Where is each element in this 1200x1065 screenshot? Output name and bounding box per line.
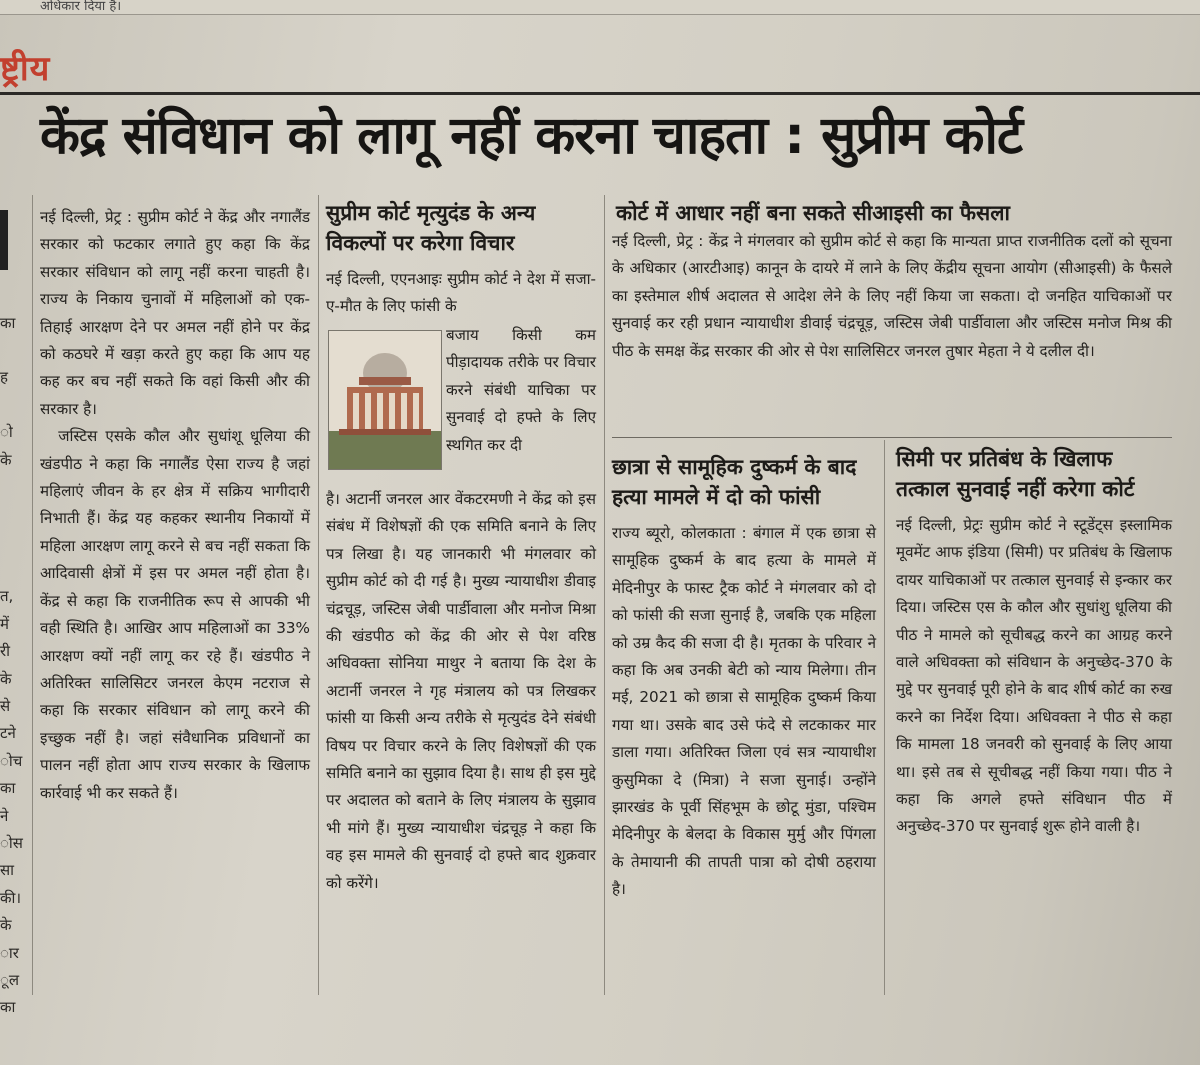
- section-divider: [0, 92, 1200, 95]
- main-story: [40, 204, 310, 807]
- story-death-penalty-lead: नई दिल्ली, एएनआइः सुप्रीम कोर्ट ने देश में सजा-ए-मौत के लिए फांसी के: [326, 270, 596, 316]
- story-simi-body: नई दिल्ली, प्रेट्रः सुप्रीम कोर्ट ने स्टूडेंट्स इस्लामिक मूवमेंट आफ इंडिया (सिमी) पर प्रतिबंध के खिलाफ दायर याचिकाओं पर तत्काल सुनवाई से इन्कार कर दिया। जस्टिस एस के कौल और सुधांशु धूलिया की पीठ ने मामले को सूचीबद्ध करने का आग्रह करने वाले अधिवक्ता को संविधान के अनुच्छेद-370 के मुद्दे पर सुनवाई पूरी होने के बाद शीर्ष कोर्ट का रुख करने का निर्देश दिया। अधिवक्ता ने पीठ से कहा कि मामला 18 जनवरी को सुनवाई के लिए आया था। इसे तब से सूचीबद्ध नहीं किया गया। पीठ ने कहा कि अगले हफ्ते संविधान पीठ में अनुच्छेद-370 पर सुनवाई शुरू होने वाली है।: [896, 516, 1172, 836]
- story-cic-headline: कोर्ट में आधार नहीं बना सकते सीआइसी का फैसला: [616, 201, 1010, 225]
- story-death-penalty-headline: सुप्रीम कोर्ट मृत्युदंड के अन्य विकल्पों पर करेगा विचार: [326, 201, 536, 255]
- story-simi-headline: सिमी पर प्रतिबंध के खिलाफ तत्काल सुनवाई नहीं करेगा कोर्ट: [896, 447, 1135, 501]
- left-edge-fragment: का: [0, 779, 16, 798]
- left-edge-fragment: ोच: [0, 751, 23, 770]
- left-edge-fragment: [0, 474, 30, 501]
- left-edge-fragment: [0, 337, 30, 364]
- left-edge-fragment: [0, 200, 30, 227]
- supreme-court-building-image: [329, 331, 441, 469]
- story-kolkata-headline: छात्रा से सामूहिक दुष्कर्म के बाद हत्या मामले में दो को फांसी: [612, 455, 857, 509]
- left-edge-fragment: [0, 529, 30, 556]
- previous-article-fragment: अधिकार दिया है।: [40, 0, 122, 14]
- left-edge-fragment: री: [0, 642, 11, 661]
- left-edge-fragment: [0, 392, 30, 419]
- main-story-paragraph: जस्टिस एसके कौल और सुधांशू धूलिया की खंडपीठ ने कहा कि नगालैंड ऐसा राज्य है जहां महिलाएं जीवन के हर क्षेत्र में सक्रिय भागीदारी निभाती हैं। केंद्र यह कहकर स्थानीय निकायों में महिला आरक्षण लागू करने से बच नहीं सकता कि आदिवासी क्षेत्रों में इस पर अमल नहीं होता है। केंद्र से कहा कि राजनीतिक रूप से आपकी भी वही स्थिति है। आखिर आप महिलाओं का 33% आरक्षण क्यों नहीं लागू कर रहे हैं। खंडपीठ ने अतिरिक्त सालिसिटर जनरल केएम नटराज से कहा कि सरकार संविधान को लागू करने की इच्छुक नहीं है। जहां संवैधानिक प्रविधानों का पालन नहीं होता आप राज्य सरकार के खिलाफ कार्रवाई भी कर सकते हैं।: [40, 427, 310, 802]
- column-rule: [604, 195, 605, 995]
- left-edge-fragment: ने: [0, 806, 9, 825]
- left-edge-fragment: [0, 556, 30, 583]
- left-edge-fragment: [0, 255, 30, 282]
- left-edge-fragment: ार: [0, 943, 19, 962]
- left-edge-fragment: त,: [0, 587, 14, 606]
- left-edge-fragment: ह: [0, 368, 8, 387]
- left-edge-fragment: की।: [0, 888, 22, 907]
- left-edge-fragment: के: [0, 450, 12, 469]
- column-rule: [318, 195, 319, 995]
- left-edge-fragment: का: [0, 313, 16, 332]
- left-edge-fragment: [0, 501, 30, 528]
- previous-article-strip: [0, 0, 1200, 15]
- left-edge-column: [0, 200, 30, 1022]
- left-edge-fragment: टने: [0, 724, 16, 743]
- left-edge-fragment: का: [0, 998, 16, 1017]
- story-death-penalty-wrap: बजाय किसी कम पीड़ादायक तरीके पर विचार करने संबंधी याचिका पर सुनवाई दो हफ्ते के लिए स्थगित कर दी: [446, 326, 596, 454]
- left-edge-fragment: के: [0, 916, 12, 935]
- main-story-paragraph: नई दिल्ली, प्रेट्र : सुप्रीम कोर्ट ने केंद्र और नगालैंड सरकार को फटकार लगाते हुए कहा कि केंद्र सरकार संविधान को लागू नहीं करना चाहती है। राज्य के निकाय चुनावों में महिलाओं को एक-तिहाई आरक्षण देने पर अमल नहीं होने पर केंद्र को कठघरे में खड़ा करते हुए कहा कि आप यह कह कर बच नहीं सकते कि वहां किसी और की सरकार है।: [40, 208, 310, 418]
- left-edge-fragment: के: [0, 669, 12, 688]
- left-edge-fragment: ो: [0, 423, 13, 442]
- section-label: ष्ट्रीय: [0, 49, 51, 89]
- left-edge-fragment: में: [0, 614, 9, 633]
- story-death-penalty-body: है। अटार्नी जनरल आर वेंकटरमणी ने केंद्र को इस संबंध में विशेषज्ञों की एक समिति बनाने के लिए पत्र लिखा है। यह जानकारी भी मंगलवार को सुप्रीम कोर्ट को दी गई है। मुख्य न्यायाधीश डीवाइ चंद्रचूड़, जस्टिस जेबी पार्डीवाला और मनोज मिश्रा की खंडपीठ को केंद्र की ओर से पेश वरिष्ठ अधिवक्ता सोनिया माथुर ने बताया कि देश के अटार्नी जनरल ने गृह मंत्रालय को पत्र लिखकर फांसी या किसी अन्य तरीके से मृत्युदंड देने संबंधी विषय पर विचार करने के लिए विशेषज्ञों की एक समिति बनाने का सुझाव दिया है। साथ ही इस मुद्दे पर अदालत को बताने के लिए मंत्रालय के सुझाव भी मांगे हैं। मुख्य न्यायाधीश चंद्रचूड़ ने कहा कि वह इस मामले की सुनवाई दो हफ्ते बाद शुक्रवार को करेंगे।: [326, 490, 596, 892]
- main-headline: केंद्र संविधान को लागू नहीं करना चाहता : सुप्रीम कोर्ट: [40, 106, 1023, 166]
- supreme-court-photo: [328, 330, 442, 470]
- column-rule: [884, 440, 885, 995]
- left-edge-fragment: [0, 282, 30, 309]
- left-edge-fragment: ोस: [0, 833, 23, 852]
- left-edge-fragment: ूल: [0, 970, 20, 989]
- left-edge-fragment: से: [0, 697, 11, 716]
- story-cic-body: नई दिल्ली, प्रेट्र : केंद्र ने मंगलवार को सुप्रीम कोर्ट से कहा कि मान्यता प्राप्त राजनीतिक दलों को सूचना के अधिकार (आरटीआइ) कानून के दायरे में लाने के लिए केंद्रीय सूचना आयोग (सीआइसी) के फैसले का इस्तेमाल शीर्ष अदालत से आदेश लेने के लिए नहीं किया जा सकता। दो जनहित याचिकाओं पर सुनवाई कर रही प्रधान न्यायाधीश डीवाई चंद्रचूड़, जस्टिस जेबी पार्डीवाला और जस्टिस मनोज मिश्र की पीठ के समक्ष केंद्र सरकार की ओर से पेश सालिसिटर जनरल तुषार मेहता ने ये दलील दी।: [612, 232, 1172, 360]
- story-separator: [612, 437, 1172, 438]
- column-rule: [32, 195, 33, 995]
- story-kolkata-body: राज्य ब्यूरो, कोलकाता : बंगाल में एक छात्रा से सामूहिक दुष्कर्म के बाद हत्या के मामले में मेदिनीपुर के फास्ट ट्रैक कोर्ट ने मंगलवार को दो को फांसी की सजा सुनाई है, जबकि एक महिला को उम्र कैद की सजा दी है। मृतका के परिवार ने कहा कि अब उनकी बेटी को न्याय मिलेगा। तीन मई, 2021 को छात्रा से सामूहिक दुष्कर्म किया गया था। उसके बाद उसे फंदे से लटकाकर मार डाला गया। अतिरिक्त जिला एवं सत्र न्यायाधीश कुसुमिका दे (मित्रा) ने सजा सुनाई। उन्होंने झारखंड के पूर्वी सिंहभूम के छोटू मुंडा, पश्चिम मेदिनीपुर के बेलदा के विकास मुर्मु और पिंगला के तेमायानी की तापती पात्रा को दोषी ठहराया है।: [612, 524, 876, 899]
- left-edge-fragment: [0, 227, 30, 254]
- left-edge-fragment: सा: [0, 861, 15, 880]
